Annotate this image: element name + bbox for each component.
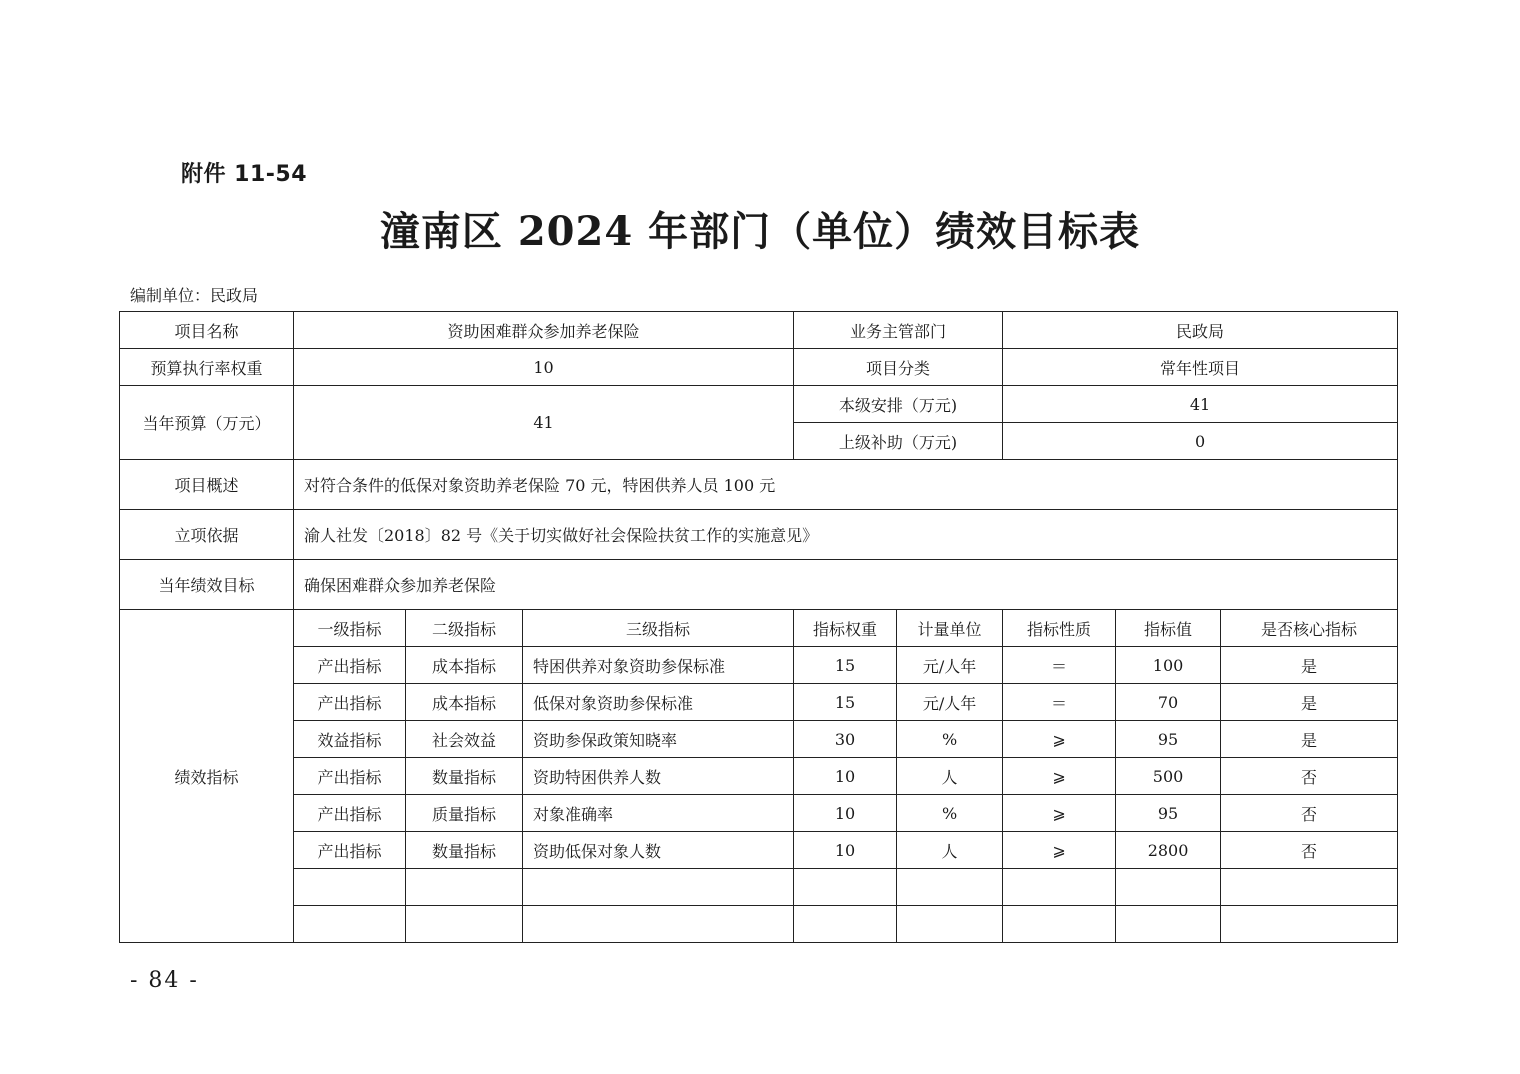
level1-cell: 产出指标 <box>294 647 406 684</box>
core-cell: 是 <box>1221 647 1398 684</box>
level1-cell: 产出指标 <box>294 684 406 721</box>
project-name-label: 项目名称 <box>120 312 294 349</box>
level2-cell: 成本指标 <box>406 684 523 721</box>
level3-cell: 对象准确率 <box>523 795 794 832</box>
nature-cell: ⩾ <box>1003 795 1116 832</box>
level2-cell: 成本指标 <box>406 647 523 684</box>
level1-cell: 产出指标 <box>294 758 406 795</box>
row-overview <box>120 460 1398 510</box>
indicator-header-row <box>120 610 1398 647</box>
local-label: 本级安排（万元) <box>794 386 1003 423</box>
empty-cell <box>1003 906 1116 943</box>
empty-cell <box>794 906 897 943</box>
empty-cell <box>523 906 794 943</box>
weight-cell: 10 <box>794 795 897 832</box>
goal-value: 确保困难群众参加养老保险 <box>294 560 1398 610</box>
budget-label: 当年预算（万元） <box>120 386 294 460</box>
table-row <box>120 795 1398 832</box>
row-budget-local <box>120 386 1398 423</box>
unit-cell: 人 <box>897 758 1003 795</box>
basis-label: 立项依据 <box>120 510 294 560</box>
upper-label: 上级补助（万元) <box>794 423 1003 460</box>
value-cell: 95 <box>1116 721 1221 758</box>
empty-cell <box>1116 906 1221 943</box>
nature-cell: ＝ <box>1003 647 1116 684</box>
weight-cell: 15 <box>794 647 897 684</box>
empty-cell <box>1003 869 1116 906</box>
empty-cell <box>1221 906 1398 943</box>
level3-cell: 特困供养对象资助参保标准 <box>523 647 794 684</box>
empty-cell <box>523 869 794 906</box>
core-cell: 否 <box>1221 758 1398 795</box>
exec-weight-label: 预算执行率权重 <box>120 349 294 386</box>
value-cell: 95 <box>1116 795 1221 832</box>
category-label: 项目分类 <box>794 349 1003 386</box>
weight-cell: 10 <box>794 758 897 795</box>
table-row <box>120 832 1398 869</box>
unit-cell: % <box>897 721 1003 758</box>
empty-cell <box>1116 869 1221 906</box>
performance-target-table <box>119 311 1398 943</box>
unit-cell: 元/人年 <box>897 684 1003 721</box>
level1-cell: 产出指标 <box>294 832 406 869</box>
basis-value: 渝人社发〔2018〕82 号《关于切实做好社会保险扶贫工作的实施意见》 <box>294 510 1398 560</box>
level1-cell: 效益指标 <box>294 721 406 758</box>
exec-weight-value: 10 <box>294 349 794 386</box>
row-project-name <box>120 312 1398 349</box>
row-basis <box>120 510 1398 560</box>
empty-cell <box>794 869 897 906</box>
header-value: 指标值 <box>1116 610 1221 647</box>
core-cell: 是 <box>1221 721 1398 758</box>
level2-cell: 社会效益 <box>406 721 523 758</box>
empty-row <box>120 906 1398 943</box>
annex-label: 附件 11-54 <box>181 162 308 187</box>
nature-cell: ⩾ <box>1003 721 1116 758</box>
level1-cell: 产出指标 <box>294 795 406 832</box>
weight-cell: 10 <box>794 832 897 869</box>
header-level3: 三级指标 <box>523 610 794 647</box>
table-row <box>120 758 1398 795</box>
local-value: 41 <box>1003 386 1398 423</box>
unit-cell: 元/人年 <box>897 647 1003 684</box>
level3-cell: 资助低保对象人数 <box>523 832 794 869</box>
document-title: 潼南区 2024 年部门（单位）绩效目标表 <box>379 208 1141 255</box>
table-row <box>120 647 1398 684</box>
weight-cell: 30 <box>794 721 897 758</box>
empty-cell <box>294 869 406 906</box>
unit-cell: % <box>897 795 1003 832</box>
header-unit: 计量单位 <box>897 610 1003 647</box>
header-level2: 二级指标 <box>406 610 523 647</box>
category-value: 常年性项目 <box>1003 349 1398 386</box>
core-cell: 否 <box>1221 795 1398 832</box>
overview-label: 项目概述 <box>120 460 294 510</box>
overview-value: 对符合条件的低保对象资助养老保险 70 元，特困供养人员 100 元 <box>294 460 1398 510</box>
empty-cell <box>294 906 406 943</box>
empty-row <box>120 869 1398 906</box>
project-name-value: 资助困难群众参加养老保险 <box>294 312 794 349</box>
value-cell: 2800 <box>1116 832 1221 869</box>
table-row <box>120 684 1398 721</box>
table-row <box>120 721 1398 758</box>
empty-cell <box>897 906 1003 943</box>
empty-cell <box>406 906 523 943</box>
level3-cell: 资助特困供养人数 <box>523 758 794 795</box>
level3-cell: 低保对象资助参保标准 <box>523 684 794 721</box>
header-level1: 一级指标 <box>294 610 406 647</box>
value-cell: 70 <box>1116 684 1221 721</box>
page-number: - 84 - <box>130 968 199 993</box>
empty-cell <box>406 869 523 906</box>
level2-cell: 质量指标 <box>406 795 523 832</box>
nature-cell: ＝ <box>1003 684 1116 721</box>
empty-cell <box>897 869 1003 906</box>
header-weight: 指标权重 <box>794 610 897 647</box>
row-exec-weight <box>120 349 1398 386</box>
nature-cell: ⩾ <box>1003 832 1116 869</box>
compiler-unit: 编制单位：民政局 <box>130 286 259 305</box>
budget-value: 41 <box>294 386 794 460</box>
value-cell: 100 <box>1116 647 1221 684</box>
dept-label: 业务主管部门 <box>794 312 1003 349</box>
weight-cell: 15 <box>794 684 897 721</box>
level3-cell: 资助参保政策知晓率 <box>523 721 794 758</box>
value-cell: 500 <box>1116 758 1221 795</box>
level2-cell: 数量指标 <box>406 832 523 869</box>
level2-cell: 数量指标 <box>406 758 523 795</box>
header-nature: 指标性质 <box>1003 610 1116 647</box>
header-core: 是否核心指标 <box>1221 610 1398 647</box>
core-cell: 是 <box>1221 684 1398 721</box>
empty-cell <box>1221 869 1398 906</box>
core-cell: 否 <box>1221 832 1398 869</box>
nature-cell: ⩾ <box>1003 758 1116 795</box>
dept-value: 民政局 <box>1003 312 1398 349</box>
upper-value: 0 <box>1003 423 1398 460</box>
indicators-section-label: 绩效指标 <box>120 610 294 943</box>
goal-label: 当年绩效目标 <box>120 560 294 610</box>
unit-cell: 人 <box>897 832 1003 869</box>
row-goal <box>120 560 1398 610</box>
